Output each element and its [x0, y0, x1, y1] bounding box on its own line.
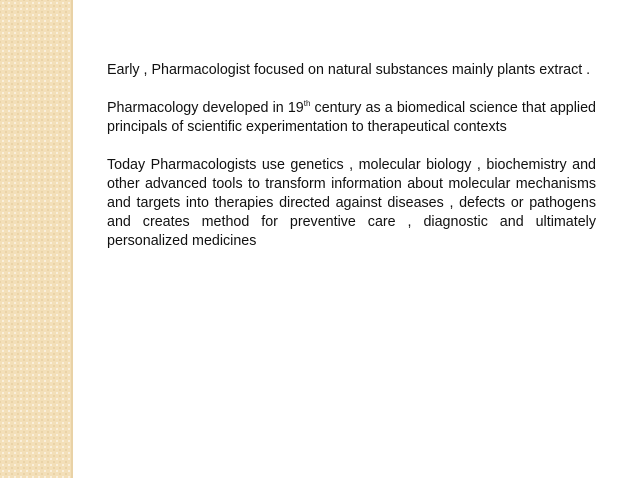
paragraph-early-pharmacology — [107, 61, 596, 80]
paragraph-text: Early , Pharmacologist focused on natural substances mainly plants extract . — [107, 62, 591, 78]
decorative-side-strip — [0, 0, 71, 478]
paragraph-text-end: century as a biomedical science that applied principals of scientific experimentation to therapeutical contexts — [107, 100, 596, 135]
paragraph-today-pharmacologists — [107, 156, 596, 251]
side-strip-edge — [71, 0, 73, 478]
paragraph-text: Today Pharmacologists use genetics , molecular biology , biochemistry and other advanced tools to transform information about molecular mechanisms and targets into therapies directed against diseases , defects or pathogens and creates method for preventive care , diagnostic and ultimately personalized medicines — [107, 157, 596, 249]
slide-body — [107, 61, 596, 270]
ordinal-superscript: th — [303, 99, 311, 109]
paragraph-19th-century — [107, 99, 596, 137]
paragraph-text-start: Pharmacology developed in 19 — [107, 100, 304, 116]
